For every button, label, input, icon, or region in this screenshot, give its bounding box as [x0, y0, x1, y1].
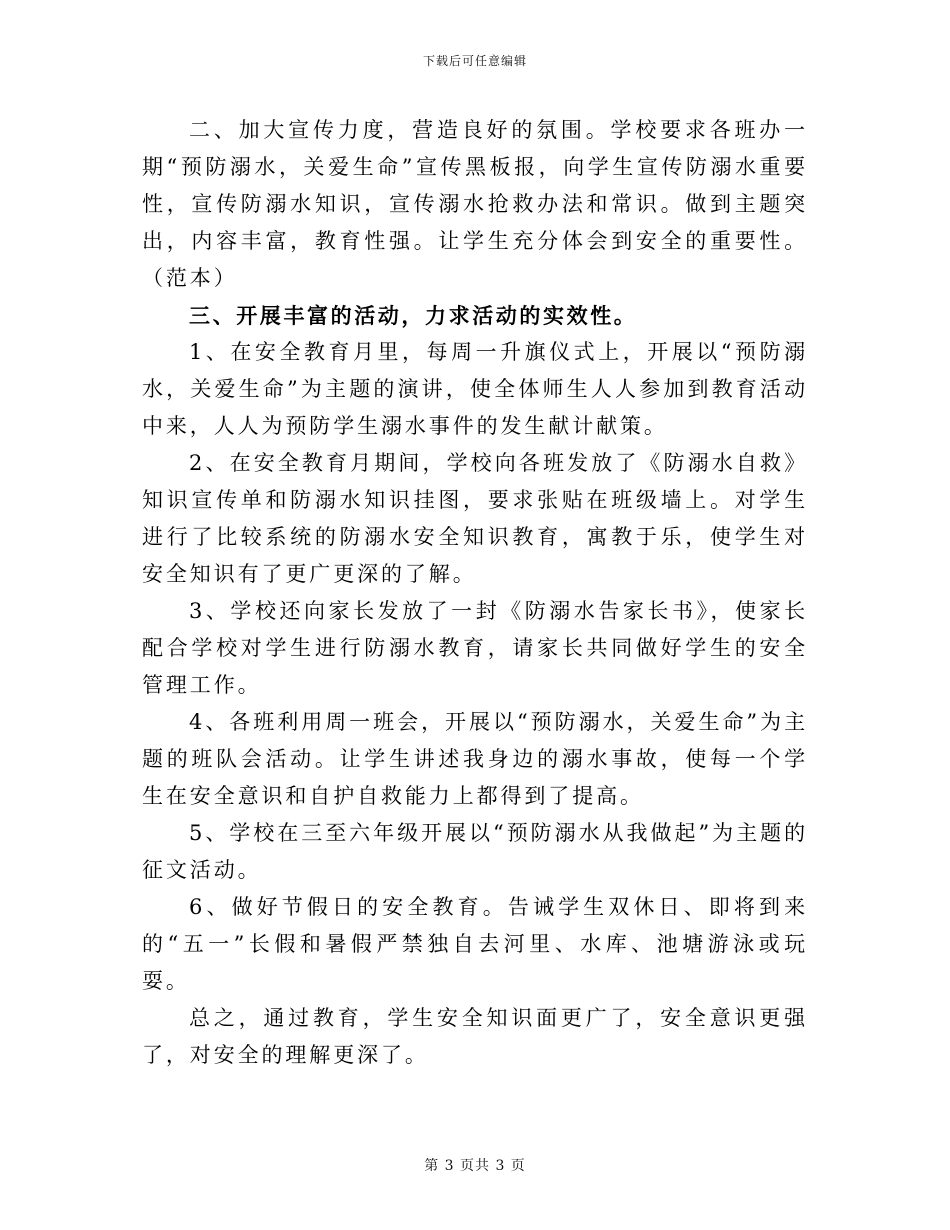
document-body: [142, 112, 808, 1074]
paragraph-item-4: 4、各班利用周一班会，开展以“预防溺水，关爱生命”为主题的班队会活动。让学生讲述我身边的溺水事故，使每一个学生在安全意识和自护自救能力上都得到了提高。: [142, 710, 808, 808]
paragraph-item-5: 5、学校在三至六年级开展以“预防溺水从我做起”为主题的征文活动。: [142, 821, 808, 882]
section-heading-activities: 三、开展丰富的活动，力求活动的实效性。: [189, 303, 638, 328]
paragraph-publicity: 二、加大宣传力度，营造良好的氛围。学校要求各班办一期“预防溺水，关爱生命”宣传黑板报，向学生宣传防溺水重要性，宣传防溺水知识，宣传溺水抢救办法和常识。做到主题突出，内容丰富，教育性强。让学生充分体会到安全的重要性。（范本）: [142, 118, 808, 290]
paragraph-item-1: 1、在安全教育月里，每周一升旗仪式上，开展以“预防溺水，关爱生命”为主题的演讲，使全体师生人人参加到教育活动中来，人人为预防学生溺水事件的发生献计献策。: [142, 340, 808, 438]
paragraph-item-3: 3、学校还向家长发放了一封《防溺水告家长书》，使家长配合学校对学生进行防溺水教育，请家长共同做好学生的安全管理工作。: [142, 599, 808, 697]
paragraph-summary: 总之，通过教育，学生安全知识面更广了，安全意识更强了，对安全的理解更深了。: [142, 1006, 808, 1067]
page-header-note: 下载后可任意编辑: [422, 54, 527, 68]
paragraph-item-6: 6、做好节假日的安全教育。告诫学生双休日、即将到来的“五一”长假和暑假严禁独自去河里、水库、池塘游泳或玩耍。: [142, 895, 808, 993]
page-number: 第 3 页共 3 页: [424, 1158, 526, 1174]
paragraph-item-2: 2、在安全教育月期间，学校向各班发放了《防溺水自救》知识宣传单和防溺水知识挂图，要求张贴在班级墙上。对学生进行了比较系统的防溺水安全知识教育，寓教于乐，使学生对安全知识有了更广更深的了解。: [142, 451, 808, 586]
